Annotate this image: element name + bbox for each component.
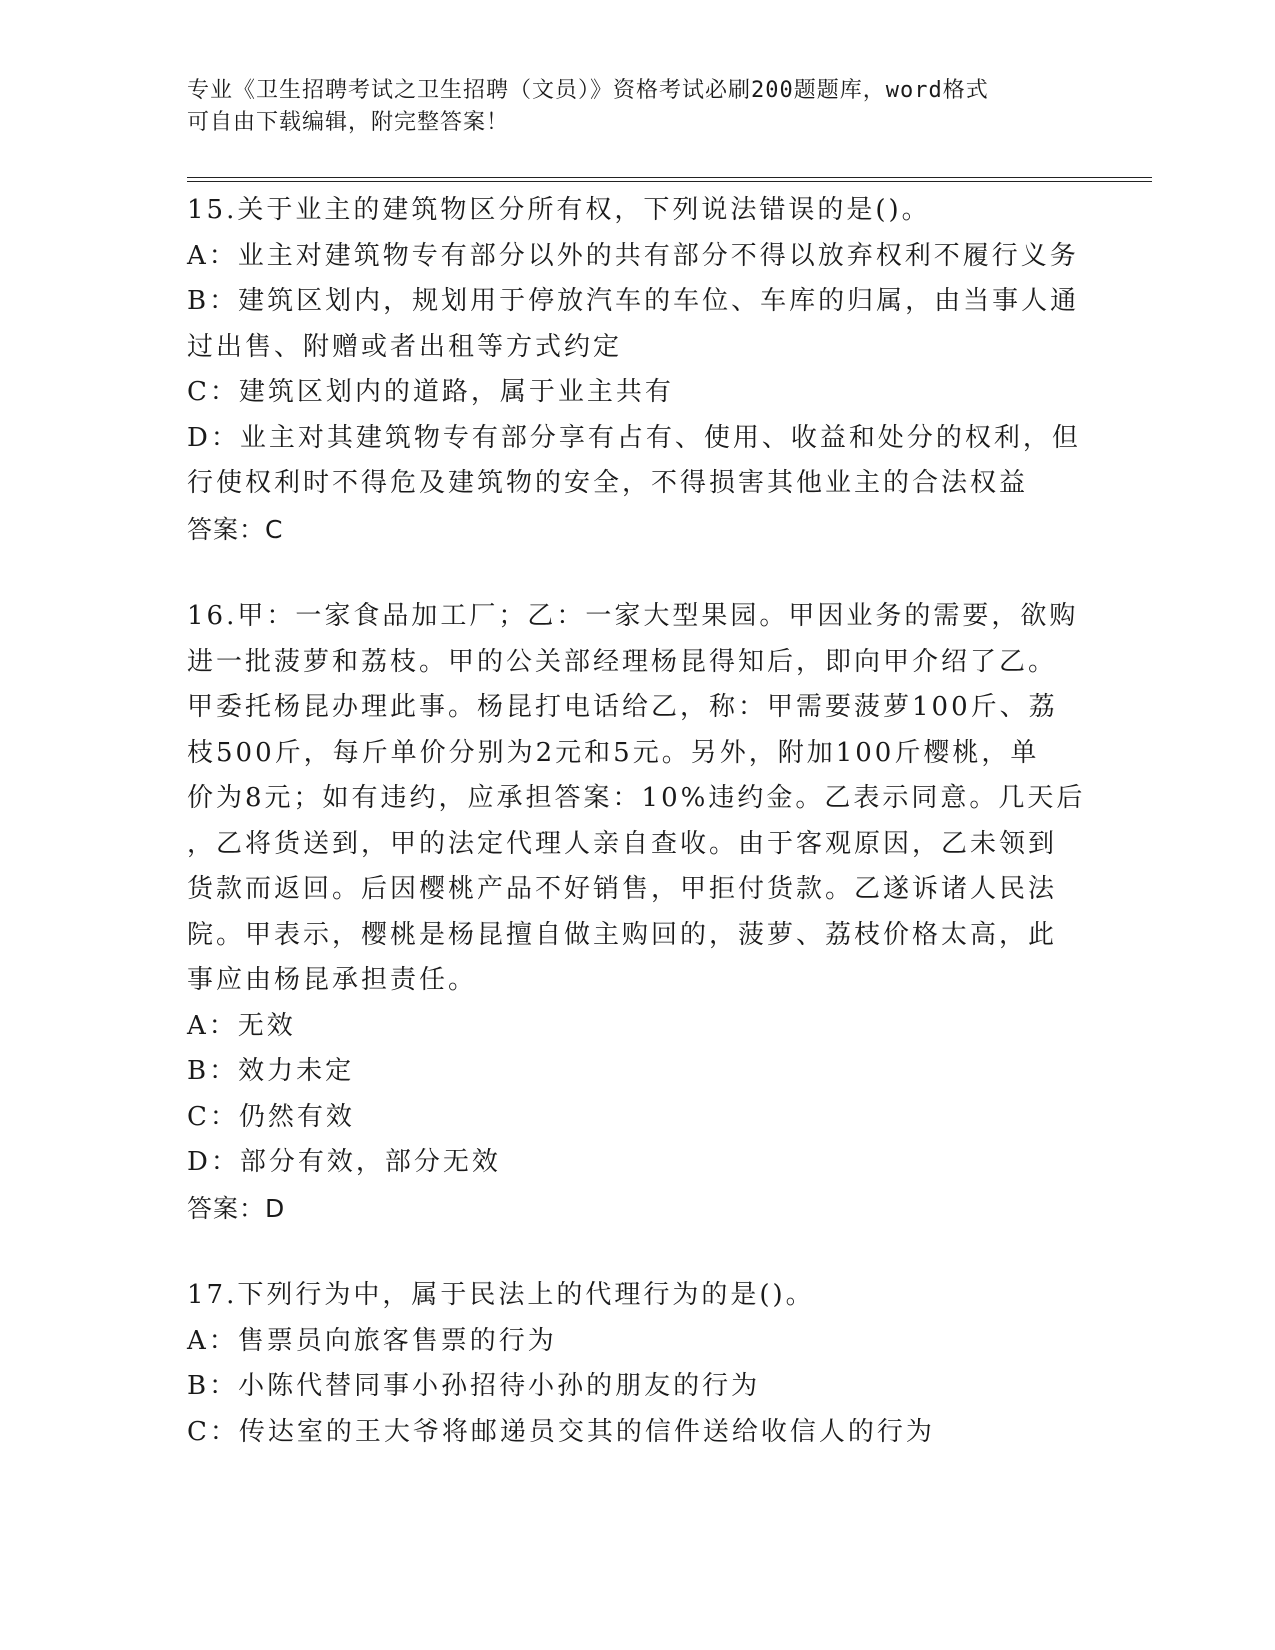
document-header — [187, 75, 1067, 139]
question-item — [187, 594, 1086, 1231]
answer-option-line: A：业主对建筑物专有部分以外的共有部分不得以放弃权利不履行义务 — [187, 240, 1079, 271]
answer-option-line: B：建筑区划内，规划用于停放汽车的车位、车库的归属，由当事人通 — [187, 286, 1080, 316]
question-list — [187, 188, 1086, 1455]
answer-option-line: 行使权利时不得危及建筑物的安全，不得损害其他业主的合法权益 — [187, 468, 1029, 498]
answer-option-line: D：部分有效，部分无效 — [187, 1147, 501, 1177]
answer-option-line: D：业主对其建筑物专有部分享有占有、使用、收益和处分的权利，但 — [187, 422, 1081, 453]
answer-option — [187, 370, 1077, 416]
answer-option-line: 过出售、附赠或者出租等方式约定 — [187, 331, 623, 362]
header-line-2: 可自由下载编辑，附完整答案！ — [187, 110, 510, 135]
answer-option — [187, 1095, 1077, 1141]
answer-option — [187, 416, 1081, 507]
answer-option — [187, 1004, 1077, 1050]
answer-option-line: A：售票员向旅客售票的行为 — [187, 1325, 557, 1356]
answer-option — [187, 234, 1077, 280]
question-stem-line: 15.关于业主的建筑物区分所有权，下列说法错误的是()。 — [187, 195, 931, 225]
answer-option-line: A：无效 — [187, 1010, 296, 1041]
answer-option-line: C：仍然有效 — [187, 1101, 355, 1132]
question-stem-line: 事应由杨昆承担责任。 — [187, 965, 478, 995]
header-divider-top — [187, 177, 1152, 178]
answer-option — [187, 1140, 1077, 1186]
question-item — [187, 188, 1081, 552]
answer-option-line: B：小陈代替同事小孙招待小孙的朋友的行为 — [187, 1371, 761, 1401]
header-divider-bottom — [187, 181, 1152, 182]
answer-option-line: C：传达室的王大爷将邮递员交其的信件送给收信人的行为 — [187, 1416, 935, 1447]
answer-option — [187, 1364, 1077, 1410]
question-spacer — [187, 1231, 1077, 1273]
question-stem-line: 货款而返回。后因樱桃产品不好销售，甲拒付货款。乙遂诉诸人民法 — [187, 874, 1058, 904]
header-line-1: 专业《卫生招聘考试之卫生招聘（文员）》资格考试必刷200题题库，word格式 — [187, 78, 989, 103]
question-stem-line: 甲委托杨昆办理此事。杨昆打电话给乙，称：甲需要菠萝100斤、荔 — [187, 692, 1058, 722]
answer-option — [187, 1410, 1077, 1456]
answer-key: 答案：C — [187, 514, 284, 544]
answer-key: 答案：D — [187, 1193, 286, 1223]
question-spacer — [187, 552, 1077, 594]
answer-option-line: C：建筑区划内的道路，属于业主共有 — [187, 377, 674, 407]
question-stem-line: 价为8元；如有违约，应承担答案：10%违约金。乙表示同意。几天后 — [187, 783, 1086, 813]
question-stem-line: ，乙将货送到，甲的法定代理人亲自查收。由于客观原因，乙未领到 — [187, 828, 1058, 859]
question-stem-line: 院。甲表示，樱桃是杨昆擅自做主购回的，菠萝、荔枝价格太高，此 — [187, 919, 1058, 950]
question-stem-line: 进一批菠萝和荔枝。甲的公关部经理杨昆得知后，即向甲介绍了乙。 — [187, 646, 1058, 677]
question-stem-line: 16.甲：一家食品加工厂；乙：一家大型果园。甲因业务的需要，欲购 — [187, 601, 1079, 631]
question-stem-line: 枝500斤，每斤单价分别为2元和5元。另外，附加100斤樱桃，单 — [187, 737, 1040, 768]
question-stem-line: 17.下列行为中，属于民法上的代理行为的是()。 — [187, 1280, 815, 1310]
answer-option — [187, 1319, 1077, 1365]
question-item — [187, 1273, 1077, 1455]
answer-option-line: B：效力未定 — [187, 1056, 355, 1086]
answer-option — [187, 279, 1080, 370]
answer-option — [187, 1049, 1077, 1095]
